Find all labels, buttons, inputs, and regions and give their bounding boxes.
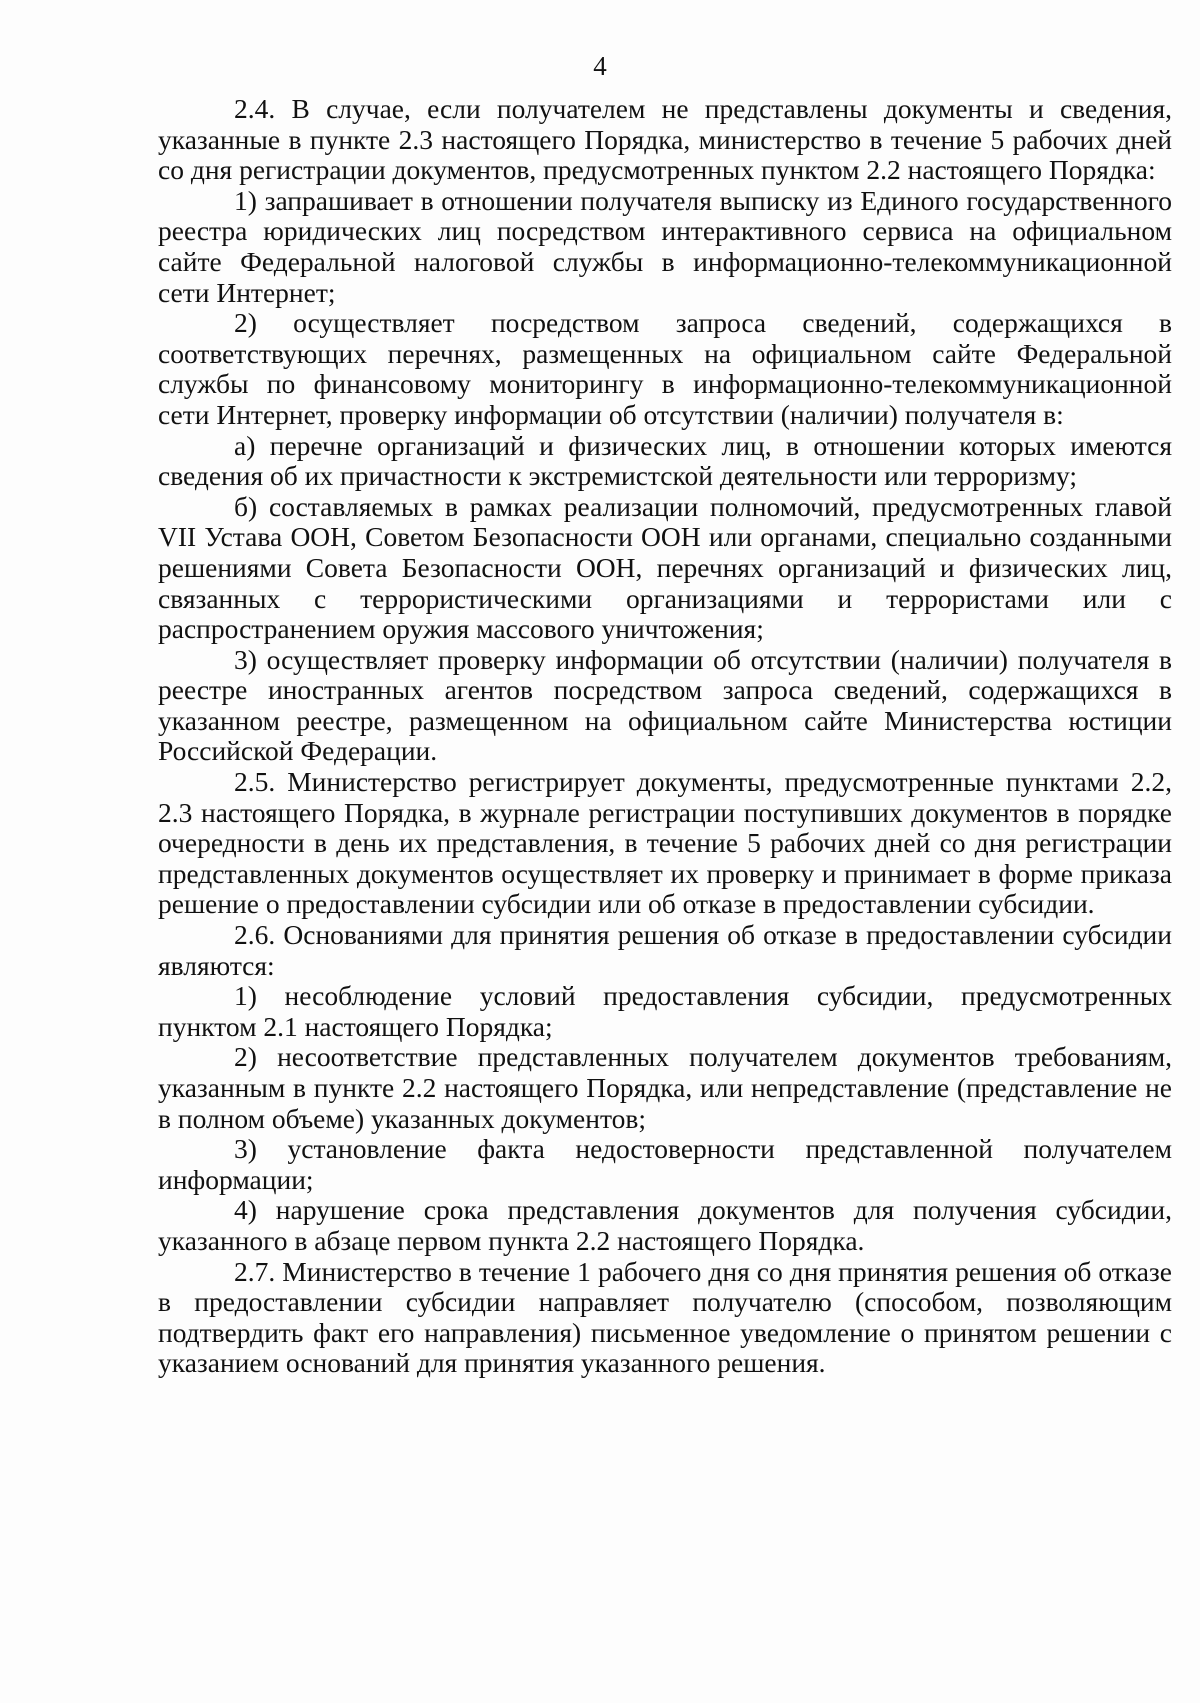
list-item-2-4-2-b: б) составляемых в рамках реализации полномочий, предусмотренных главой VII Устава ООН, Советом Безопасности ООН или органами, специально созданными решениями Совета Безопасности ООН, перечнях организаций и физических лиц, связанных с террористическими организациями и террористами или с распространением оружия массового уничтожения; [158,490,1172,645]
page-number: 4 [593,51,607,81]
paragraph-2-4: 2.4. В случае, если получателем не представлены документы и сведения, указанные в пункте 2.3 настоящего Порядка, министерство в течение 5 рабочих дней со дня регистрации документов, предусмотренных пунктом 2.2 настоящего Порядка: [158,93,1172,186]
list-item-2-4-3: 3) осуществляет проверку информации об отсутствии (наличии) получателя в реестре иностранных агентов посредством запроса сведений, содержащихся в указанном реестре, размещенном на официальном сайте Министерства юстиции Российской Федерации. [158,643,1172,767]
paragraph-2-7: 2.7. Министерство в течение 1 рабочего дня со дня принятия решения об отказе в предоставлении субсидии направляет получателю (способом, позволяющим подтвердить факт его направления) письменное уведомление о принятом решении с указанием оснований для принятия указанного решения. [158,1255,1172,1379]
list-item-2-4-1: 1) запрашивает в отношении получателя выписку из Единого государственного реестра юридических лиц посредством интерактивного сервиса на официальном сайте Федеральной налоговой службы в информационно-телекоммуникационной сети Интернет; [158,184,1172,308]
paragraph-2-5: 2.5. Министерство регистрирует документы, предусмотренные пунктами 2.2, 2.3 настоящего Порядка, в журнале регистрации поступивших документов в порядке очередности в день их представления, в течение 5 рабочих дней со дня регистрации представленных документов осуществляет их проверку и принимает в форме приказа решение о предоставлении субсидии или об отказе в предоставлении субсидии. [158,766,1172,920]
list-item-2-6-1: 1) несоблюдение условий предоставления субсидии, предусмотренных пунктом 2.1 настоящего Порядка; [158,980,1172,1042]
paragraph-2-6: 2.6. Основаниями для принятия решения об отказе в предоставлении субсидии являются: [158,919,1172,981]
list-item-2-6-4: 4) нарушение срока представления документов для получения субсидии, указанного в абзаце первом пункта 2.2 настоящего Порядка. [158,1194,1172,1256]
document-body [158,94,1172,1379]
list-item-2-4-2-a: а) перечне организаций и физических лиц, в отношении которых имеются сведения об их причастности к экстремистской деятельности или терроризму; [158,429,1172,492]
list-item-2-6-3: 3) установление факта недостоверности представленной получателем информации; [158,1133,1172,1195]
list-item-2-6-2: 2) несоответствие представленных получателем документов требованиям, указанным в пункте 2.2 настоящего Порядка, или непредставление (представление не в полном объеме) указанных документов; [158,1041,1172,1134]
list-item-2-4-2: 2) осуществляет посредством запроса сведений, содержащихся в соответствующих перечнях, размещенных на официальном сайте Федеральной службы по финансовому мониторингу в информационно-телекоммуникационной сети Интернет, проверку информации об отсутствии (наличии) получателя в: [158,307,1172,430]
